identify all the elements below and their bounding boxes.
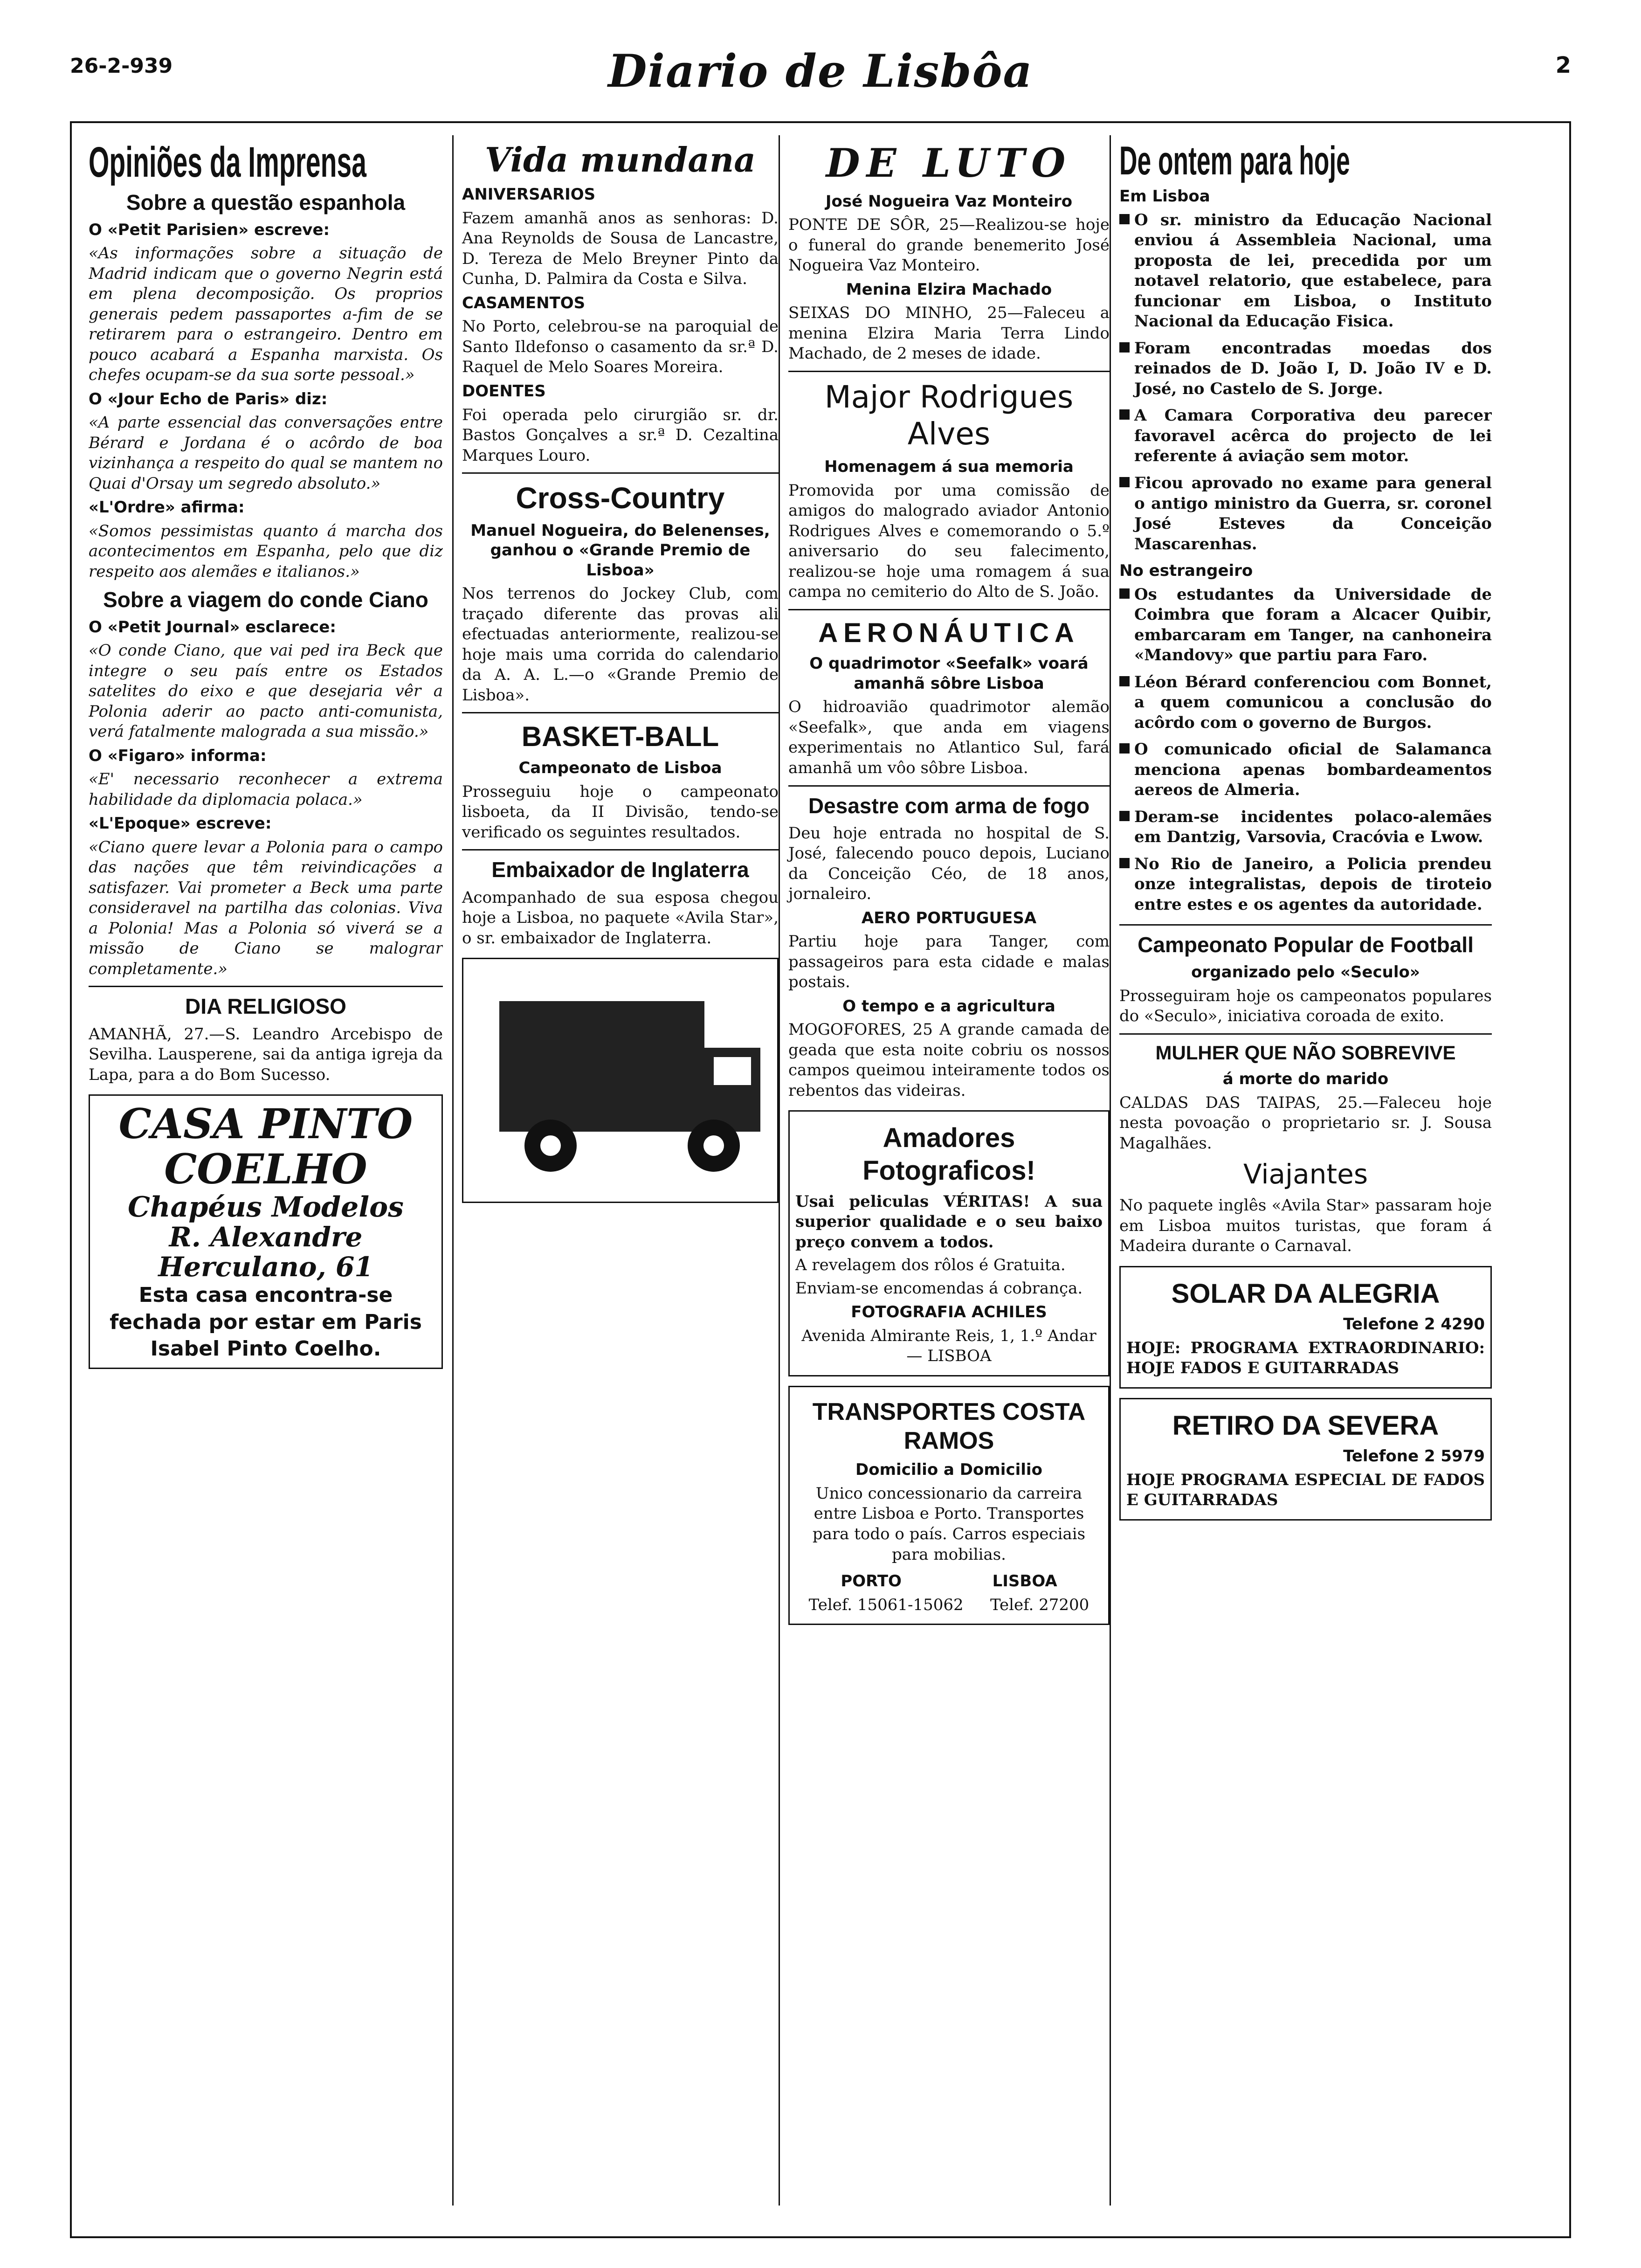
tempo-heading: O tempo e a agricultura — [842, 996, 1055, 1016]
news-item — [1119, 339, 1492, 402]
news-text: Léon Bérard conferenciou com Bonnet, a quem comunicou a conclusão do acôrdo com o governo de Burgos. — [1134, 672, 1492, 732]
news-item — [1119, 585, 1492, 669]
divider — [788, 371, 1110, 372]
issue-date: 26-2-939 — [70, 54, 173, 78]
ordre-text: «Somos pessimistas quanto á marcha dos acontecimentos em Espanha, pelo que diz respeito aos alemães e italianos.» — [89, 521, 443, 581]
amadores-address: Avenida Almirante Reis, 1, 1.º Andar — LISBOA — [801, 1326, 1096, 1366]
retiro-heading: RETIRO DA SEVERA — [1172, 1410, 1439, 1441]
bullet-icon — [1119, 676, 1130, 686]
news-text: O sr. ministro da Educação Nacional enviou á Assembleia Nacional, uma proposta de lei, precedida por um notavel relatorio, que estabelece, para funcionar em Lisboa, o Instituto Nacional da Educação Fisica. — [1134, 210, 1492, 331]
opinioes-subtitle: Sobre a questão espanhola — [126, 190, 406, 214]
aeronautica-heading: AERONÁUTICA — [818, 617, 1080, 648]
major-heading: Major Rodrigues Alves — [824, 379, 1074, 452]
bullet-icon — [1119, 743, 1130, 754]
transportes-phones — [795, 1595, 1103, 1618]
ad-line: Chapéus Modelos — [128, 1190, 404, 1224]
amadores-ad — [788, 1110, 1110, 1376]
bullet-icon — [1119, 342, 1130, 353]
obit-2-text: SEIXAS DO MINHO, 25—Faleceu a menina Elzira Maria Terra Lindo Machado, de 2 meses de idade. — [788, 304, 1110, 363]
divider — [462, 712, 779, 713]
de-luto-title: DE LUTO — [826, 140, 1072, 186]
transportes-porto: PORTO — [841, 1572, 902, 1591]
bullet-icon — [1119, 858, 1130, 868]
bullet-icon — [1119, 811, 1130, 821]
major-sub: Homenagem á sua memoria — [824, 457, 1074, 477]
bullet-icon — [1119, 477, 1130, 487]
basket-text: Prosseguiu hoje o campeonato lisboeta, da II Divisão, tendo-se verificado os seguintes resultados. — [462, 782, 779, 842]
transportes-sub: Domicilio a Domicilio — [855, 1460, 1042, 1480]
ad-address: R. Alexandre Herculano, 61 — [158, 1221, 373, 1283]
cross-country-heading: Cross-Country — [516, 481, 725, 515]
doentes-heading: DOENTES — [462, 382, 546, 401]
column-vida-mundana — [452, 135, 779, 2206]
em-lisboa-heading: Em Lisboa — [1119, 187, 1210, 206]
retiro-text: HOJE PROGRAMA ESPECIAL DE FADOS E GUITARRADAS — [1126, 1470, 1485, 1510]
solar-ad — [1119, 1266, 1492, 1389]
ciano-heading: Sobre a viagem do conde Ciano — [103, 587, 428, 612]
transportes-text: Unico concessionario da carreira entre Lisboa e Porto. Transportes para todo o país. Carros especiais para mobilias. — [812, 1484, 1086, 1564]
column-opinioes — [89, 135, 443, 2206]
de-ontem-title: De ontem para hoje — [1119, 138, 1350, 183]
basket-heading: BASKET-BALL — [521, 721, 719, 753]
transportes-tel-lisboa: Telef. 27200 — [990, 1595, 1089, 1614]
divider — [1119, 924, 1492, 926]
aeronautica-text: O hidroavião quadrimotor alemão «Seefalk», que anda em viagens experimentais no Atlantico Sul, fará amanhã um vôo sôbre Lisboa. — [788, 698, 1110, 777]
news-text: A Camara Corporativa deu parecer favoravel acêrca do projecto de lei referente á aviação sem motor. — [1134, 406, 1492, 466]
parisien-text: «As informações sobre a situação de Madrid indicam que o governo Negrin está em plena decomposição. Os proprios generais pedem passaportes a-fim de se retirarem para o estrangeiro. Dentro em pouco acabará a Espanha marxista. Os chefes ocupam-se da sua sorte pessoal.» — [89, 244, 443, 385]
opinioes-title: Opiniões da Imprensa — [89, 138, 366, 186]
news-text: O comunicado oficial de Salamanca menciona apenas bombardeamentos aereos de Almeria. — [1134, 740, 1492, 800]
tempo-text: MOGOFORES, 25 A grande camada de geada que esta noite cobriu os nossos campos queimou inteiramente todos os rebentos das videiras. — [788, 1020, 1110, 1100]
amadores-heading: Amadores Fotograficos! — [862, 1123, 1035, 1186]
ad-text: Esta casa encontra-se fechada por estar em Paris Isabel Pinto Coelho. — [110, 1283, 422, 1361]
echo-heading: O «Jour Echo de Paris» diz: — [89, 389, 328, 408]
news-item — [1119, 210, 1492, 335]
religioso-text: AMANHÃ, 27.—S. Leandro Arcebispo de Sevilha. Lausperene, sai da antiga igreja da Lapa, para a do Bom Sucesso. — [89, 1024, 443, 1084]
transportes-heading: TRANSPORTES COSTA RAMOS — [812, 1398, 1086, 1455]
mulher-text: CALDAS DAS TAIPAS, 25.—Faleceu hoje nesta povoação o proprietario sr. J. Sousa Magalhães. — [1119, 1093, 1492, 1153]
religioso-heading: DIA RELIGIOSO — [185, 994, 346, 1019]
news-text: Ficou aprovado no exame para general o antigo ministro da Guerra, sr. coronel José Esteves da Conceição Mascarenhas. — [1134, 473, 1492, 553]
journal-heading: O «Petit Journal» esclarece: — [89, 617, 336, 636]
news-item — [1119, 672, 1492, 736]
bullet-icon — [1119, 588, 1130, 599]
major-text: Promovida por uma comissão de amigos do malogrado aviador Antonio Rodrigues Alves e comemorando o 5.º aniversario do seu falecimento, realizou-se hoje uma romagem á sua campa no cemiterio do Alto de S. João. — [788, 481, 1110, 602]
transportes-cities — [795, 1568, 1103, 1595]
divider — [788, 785, 1110, 787]
campeonato-sub: organizado pelo «Seculo» — [1191, 963, 1420, 982]
desastre-heading: Desastre com arma de fogo — [808, 793, 1090, 818]
transportes-ad — [788, 1386, 1110, 1625]
aeronautica-sub: O quadrimotor «Seefalk» voará amanhã sôbre Lisboa — [809, 654, 1089, 693]
cross-country-sub: Manuel Nogueira, do Belenenses, ganhou o «Grande Premio de Lisboa» — [470, 521, 770, 580]
figaro-text: «E' necessario reconhecer a extrema habilidade da diplomacia polaca.» — [89, 770, 443, 809]
bullet-icon — [1119, 409, 1130, 420]
retiro-ad — [1119, 1398, 1492, 1521]
amadores-rep: FOTOGRAFIA ACHILES — [851, 1303, 1047, 1322]
masthead — [70, 45, 1571, 105]
news-item — [1119, 854, 1492, 918]
solar-phone: Telefone 2 4290 — [1343, 1315, 1485, 1334]
doentes-text: Foi operada pelo cirurgião sr. dr. Bastos Gonçalves a sr.ª D. Cezaltina Marques Louro. — [462, 405, 779, 465]
epoque-heading: «L'Epoque» escreve: — [89, 814, 272, 833]
mulher-sub: á morte do marido — [1222, 1070, 1389, 1089]
obit-1-name: José Nogueira Vaz Monteiro — [825, 192, 1073, 211]
embaixador-heading: Embaixador de Inglaterra — [491, 857, 749, 882]
newspaper-title: Diario de Lisbôa — [608, 45, 1033, 97]
journal-text: «O conde Ciano, que vai ped ira Beck que integre o seu país entre os Estados satelites do eixo e que desejaria vêr a Polonia aderir ao pacto anti-comunista, verá fatalmente malograda a sua missão.» — [89, 641, 443, 741]
transportes-tel-porto: Telef. 15061-15062 — [808, 1595, 964, 1614]
desastre-text: Deu hoje entrada no hospital de S. José, falecendo pouco depois, Luciano da Conceição Céo, de 18 anos, jornaleiro. — [788, 823, 1110, 904]
amadores-revelagem: A revelagem dos rôlos é Gratuita. — [795, 1256, 1066, 1275]
news-text: Foram encontradas moedas dos reinados de D. João I, D. João IV e D. José, no Castelo de S. Jorge. — [1134, 339, 1492, 398]
divider — [89, 986, 443, 987]
echo-text: «A parte essencial das conversações entre Bérard e Jordana é o acôrdo de boa vizinhança a respeito do qual se mantem no Quai d'Orsay um segredo absoluto.» — [89, 413, 443, 493]
aniversarios-heading: ANIVERSARIOS — [462, 185, 596, 204]
campeonato-text: Prosseguiram hoje os campeonatos populares do «Seculo», iniciativa coroada de exito. — [1119, 986, 1492, 1026]
amadores-text: Usai peliculas VÉRITAS! A sua superior qualidade e o seu baixo preço convem a todos. — [795, 1192, 1103, 1252]
news-item — [1119, 740, 1492, 803]
viajantes-text: No paquete inglês «Avila Star» passaram hoje em Lisboa muitos turistas, que foram á Madeira durante o Carnaval. — [1119, 1196, 1492, 1256]
aero-portuguesa-heading: AERO PORTUGUESA — [861, 908, 1037, 927]
divider — [462, 849, 779, 850]
divider — [462, 472, 779, 474]
ordre-heading: «L'Ordre» afirma: — [89, 498, 245, 517]
viajantes-heading: Viajantes — [1243, 1158, 1368, 1190]
retiro-phone: Telefone 2 5979 — [1343, 1447, 1485, 1466]
news-text: No Rio de Janeiro, a Policia prendeu onze integralistas, depois de tiroteio entre estes e os agentes da autoridade. — [1134, 854, 1492, 914]
vida-mundana-title: Vida mundana — [485, 140, 756, 180]
cross-country-text: Nos terrenos do Jockey Club, com traçado diferente das provas ali efectuadas anteriormente, realizou-se hoje mais uma corrida do calendario da A. A. L.—o «Grande Premio de Lisboa». — [462, 584, 779, 705]
no-estrangeiro-heading: No estrangeiro — [1119, 561, 1253, 581]
truck-illustration — [462, 958, 779, 1203]
news-item — [1119, 473, 1492, 557]
casamentos-heading: CASAMENTOS — [462, 293, 586, 312]
divider — [788, 609, 1110, 610]
truck-icon — [471, 973, 770, 1188]
obit-2-name: Menina Elzira Machado — [846, 280, 1052, 299]
aniversarios-text: Fazem amanhã anos as senhoras: D. Ana Reynolds de Sousa de Lancastre, D. Tereza de Melo Breyner Pinto da Cunha, D. Palmira da Costa e Silva. — [462, 208, 779, 289]
bullet-icon — [1119, 214, 1130, 224]
transportes-lisboa: LISBOA — [992, 1572, 1057, 1591]
amadores-envio: Enviam-se encomendas á cobrança. — [795, 1279, 1083, 1298]
embaixador-text: Acompanhado de sua esposa chegou hoje a Lisboa, no paquete «Avila Star», o sr. embaixador de Inglaterra. — [462, 888, 779, 947]
mulher-heading: MULHER QUE NÃO SOBREVIVE — [1155, 1042, 1456, 1064]
epoque-text: «Ciano quere levar a Polonia para o campo das nações que têm reivindicações a satisfazer. Vai prometer a Beck uma parte consideravel na partilha das colonias. Viva a Polonia! Mas a Polonia só viverá se a missão de Ciano se malograr completamente.» — [89, 837, 443, 978]
news-item — [1119, 406, 1492, 470]
page-number: 2 — [1555, 52, 1571, 78]
parisien-heading: O «Petit Parisien» escreve: — [89, 220, 330, 239]
figaro-heading: O «Figaro» informa: — [89, 746, 267, 765]
pinto-coelho-ad — [89, 1094, 443, 1369]
campeonato-heading: Campeonato Popular de Football — [1138, 933, 1474, 957]
basket-sub: Campeonato de Lisboa — [518, 759, 722, 778]
solar-heading: SOLAR DA ALEGRIA — [1171, 1278, 1440, 1309]
column-de-ontem — [1110, 135, 1492, 2206]
news-text: Os estudantes da Universidade de Coimbra que foram a Alcacer Quibir, embarcaram em Tanger, na canhoneira «Mandovy» que partiu para Faro. — [1134, 585, 1492, 665]
obit-1-text: PONTE DE SÔR, 25—Realizou-se hoje o funeral do grande benemerito José Nogueira Vaz Monteiro. — [788, 215, 1110, 275]
aero-portuguesa-text: Partiu hoje para Tanger, com passageiros para esta cidade e malas postais. — [788, 932, 1110, 992]
news-item — [1119, 807, 1492, 850]
solar-text: HOJE: PROGRAMA EXTRAORDINARIO: HOJE FADOS E GUITARRADAS — [1126, 1338, 1485, 1378]
news-text: Deram-se incidentes polaco-alemães em Dantzig, Varsovia, Cracóvia e Lwow. — [1134, 807, 1492, 847]
ad-name: CASA PINTO COELHO — [118, 1099, 413, 1193]
casamentos-text: No Porto, celebrou-se na paroquial de Santo Ildefonso o casamento da sr.ª D. Raquel de Melo Soares Moreira. — [462, 317, 779, 377]
divider — [1119, 1033, 1492, 1035]
column-de-luto — [779, 135, 1110, 2206]
